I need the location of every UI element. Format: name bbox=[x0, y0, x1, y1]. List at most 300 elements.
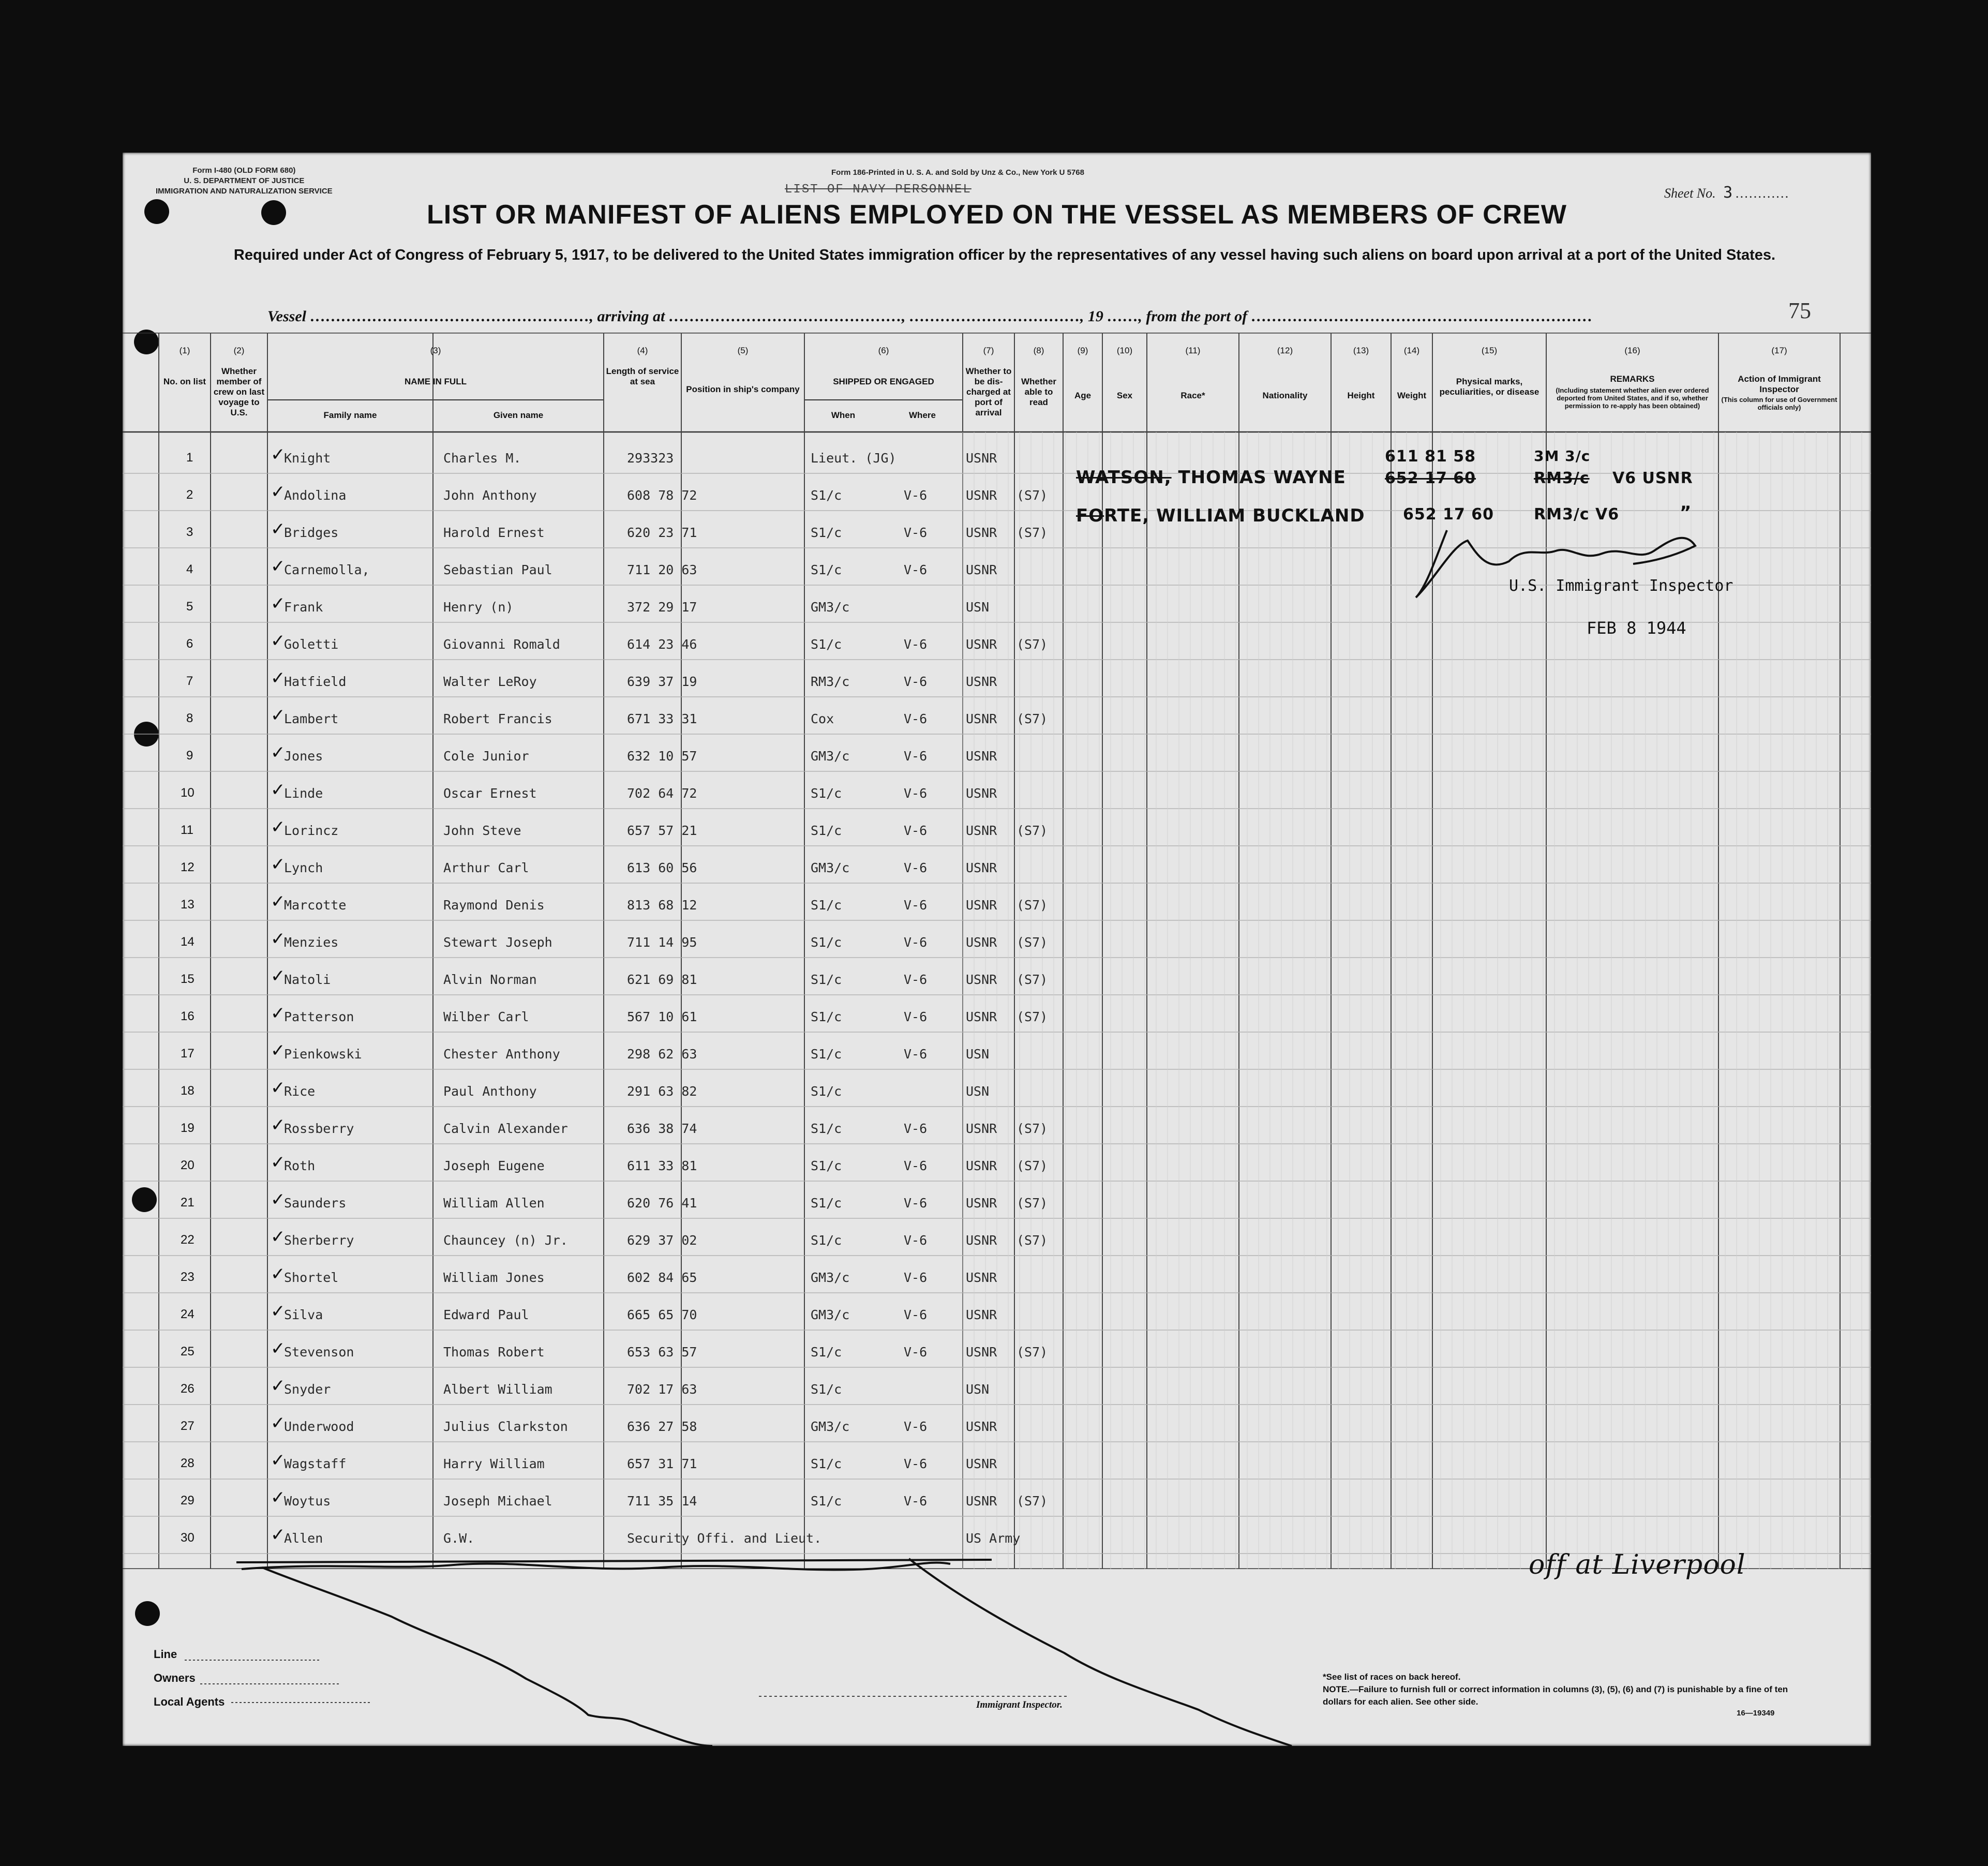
form-code: 16—19349 bbox=[1737, 1709, 1775, 1718]
row-number: 23 bbox=[181, 1270, 195, 1284]
check-mark: ✓ bbox=[271, 1152, 286, 1173]
shipped-where: V-6 bbox=[904, 1345, 928, 1360]
check-mark: ✓ bbox=[271, 444, 286, 465]
family-name: Wagstaff bbox=[284, 1456, 347, 1471]
given-name: Robert Francis bbox=[443, 711, 552, 726]
handwritten-forte-number: 652 17 60 bbox=[1403, 505, 1494, 524]
service-number: 711 20 63 bbox=[627, 562, 697, 577]
sheet-value: 3 bbox=[1723, 184, 1733, 202]
given-name: Edward Paul bbox=[443, 1307, 529, 1322]
column-number-17: (17) bbox=[1771, 346, 1787, 355]
discharge-branch: USNR bbox=[966, 935, 997, 950]
discharge-branch: USNR bbox=[966, 1419, 997, 1434]
given-name: William Jones bbox=[443, 1270, 545, 1285]
row-number: 30 bbox=[181, 1531, 195, 1545]
family-name: Frank bbox=[284, 600, 323, 615]
family-name: Allen bbox=[284, 1531, 323, 1546]
service-number: 702 17 63 bbox=[627, 1382, 697, 1397]
given-name: Julius Clarkston bbox=[443, 1419, 568, 1434]
row-number: 8 bbox=[186, 711, 193, 725]
handwritten-watson-branch: V6 USNR bbox=[1612, 469, 1693, 487]
shipped-where: V-6 bbox=[904, 898, 928, 913]
column-number-12: (12) bbox=[1277, 346, 1293, 355]
row-number: 16 bbox=[181, 1009, 195, 1023]
given-name: Wilber Carl bbox=[443, 1009, 529, 1024]
shipped-where: V-6 bbox=[904, 1270, 928, 1285]
handwritten-forte-rating: RM3/c V6 bbox=[1534, 505, 1620, 524]
col-able-read: Whether able to read bbox=[1021, 377, 1056, 407]
position: S1/c bbox=[811, 1158, 842, 1173]
sheet-number: Sheet No. 3 ………… bbox=[1664, 184, 1790, 202]
discharge-branch: USNR bbox=[966, 488, 997, 503]
row-number: 12 bbox=[181, 860, 195, 874]
handwritten-watson-number: 611 81 58 bbox=[1385, 447, 1476, 466]
service-number: 711 14 95 bbox=[627, 935, 697, 950]
vessel-line: Vessel ………………………………………………, arriving at ………………………………………, ……………………………, 19 ……, from the port of ………………………………………………………… bbox=[267, 308, 1593, 325]
col-sex: Sex bbox=[1116, 391, 1133, 400]
able-to-read: (S7) bbox=[1017, 823, 1048, 838]
check-mark: ✓ bbox=[271, 519, 286, 540]
col-family-name: Family name bbox=[323, 410, 377, 420]
footer-blank-lines bbox=[185, 1658, 599, 1705]
check-mark: ✓ bbox=[271, 929, 286, 949]
service-number: 372 29 17 bbox=[627, 600, 697, 615]
discharge-branch: US Army bbox=[966, 1531, 1021, 1546]
shipped-where: V-6 bbox=[904, 488, 928, 503]
family-name: Rossberry bbox=[284, 1121, 354, 1136]
column-number-13: (13) bbox=[1353, 346, 1369, 355]
check-mark: ✓ bbox=[271, 1264, 286, 1285]
check-mark: ✓ bbox=[271, 668, 286, 689]
position: S1/c bbox=[811, 1047, 842, 1062]
check-mark: ✓ bbox=[271, 742, 286, 763]
family-name: Stevenson bbox=[284, 1345, 354, 1360]
family-name: Lynch bbox=[284, 860, 323, 875]
handwritten-entry-watson: WATSON, THOMAS WAYNE bbox=[1076, 467, 1346, 488]
row-number: 4 bbox=[186, 562, 193, 576]
position: S1/c bbox=[811, 786, 842, 801]
row-number: 9 bbox=[186, 749, 193, 763]
col-remarks-note: (Including statement whether alien ever ordered deported from United States, and if so, whether permission to re-apply has been obtained) bbox=[1556, 386, 1709, 410]
sheet-label: Sheet No. bbox=[1664, 186, 1716, 201]
discharge-branch: USNR bbox=[966, 451, 997, 466]
row-number: 21 bbox=[181, 1196, 195, 1210]
discharge-branch: USN bbox=[966, 1047, 990, 1062]
row-number: 11 bbox=[181, 823, 193, 837]
column-number-16: (16) bbox=[1624, 346, 1640, 355]
check-mark: ✓ bbox=[271, 1487, 286, 1508]
position: RM3/c bbox=[811, 674, 850, 689]
column-number-1: (1) bbox=[179, 346, 190, 355]
check-mark: ✓ bbox=[271, 1413, 286, 1434]
page-number: 75 bbox=[1788, 298, 1811, 323]
shipped-where: V-6 bbox=[904, 749, 928, 764]
check-mark: ✓ bbox=[271, 1301, 286, 1322]
service-number: 608 78 72 bbox=[627, 488, 697, 503]
col-inspector-action: Action of Immigrant Inspector bbox=[1738, 374, 1821, 394]
position: Lieut. (JG) bbox=[811, 451, 896, 466]
given-name: G.W. bbox=[443, 1531, 475, 1546]
shipped-where: V-6 bbox=[904, 1456, 928, 1471]
inspection-date-stamp: FEB 8 1944 bbox=[1587, 618, 1686, 638]
shipped-where: V-6 bbox=[904, 525, 928, 540]
able-to-read: (S7) bbox=[1017, 1121, 1048, 1136]
discharge-branch: USN bbox=[966, 1382, 990, 1397]
family-name: Woytus bbox=[284, 1494, 331, 1509]
discharge-branch: USNR bbox=[966, 1345, 997, 1360]
family-name: Bridges bbox=[284, 525, 339, 540]
family-name: Goletti bbox=[284, 637, 339, 652]
given-name: Charles M. bbox=[443, 451, 521, 466]
shipped-where: V-6 bbox=[904, 637, 928, 652]
given-name: Alvin Norman bbox=[443, 972, 537, 987]
service-number: 657 31 71 bbox=[627, 1456, 697, 1471]
position: GM3/c bbox=[811, 1307, 850, 1322]
discharge-branch: USNR bbox=[966, 1233, 997, 1248]
position: S1/c bbox=[811, 898, 842, 913]
shipped-where: V-6 bbox=[904, 1121, 928, 1136]
position: S1/c bbox=[811, 562, 842, 577]
position: S1/c bbox=[811, 1494, 842, 1509]
check-mark: ✓ bbox=[271, 482, 286, 502]
check-mark: ✓ bbox=[271, 1003, 286, 1024]
col-position: Position in ship's company bbox=[686, 384, 800, 394]
position: S1/c bbox=[811, 1456, 842, 1471]
service-number: 602 84 65 bbox=[627, 1270, 697, 1285]
given-name: Joseph Michael bbox=[443, 1494, 552, 1509]
discharge-branch: USNR bbox=[966, 562, 997, 577]
discharge-branch: USNR bbox=[966, 972, 997, 987]
check-mark: ✓ bbox=[271, 966, 286, 987]
discharge-branch: USNR bbox=[966, 1121, 997, 1136]
discharge-branch: USNR bbox=[966, 786, 997, 801]
able-to-read: (S7) bbox=[1017, 525, 1048, 540]
races-note: *See list of races on back hereof. bbox=[1323, 1672, 1461, 1682]
discharge-branch: USN bbox=[966, 1084, 990, 1099]
form-number: Form I-480 (OLD FORM 680) bbox=[192, 166, 296, 175]
given-name: Cole Junior bbox=[443, 749, 529, 764]
discharge-branch: USNR bbox=[966, 1456, 997, 1471]
footer-inspector-label: Immigrant Inspector. bbox=[976, 1699, 1063, 1710]
row-number: 26 bbox=[181, 1382, 195, 1396]
col-race: Race* bbox=[1180, 391, 1205, 400]
col-given-name: Given name bbox=[493, 410, 544, 420]
row-number: 22 bbox=[181, 1233, 195, 1247]
discharge-branch: USNR bbox=[966, 749, 997, 764]
check-mark: ✓ bbox=[271, 556, 286, 577]
row-number: 3 bbox=[186, 525, 193, 539]
shipped-where: V-6 bbox=[904, 1307, 928, 1322]
position: S1/c bbox=[811, 1121, 842, 1136]
row-number: 28 bbox=[181, 1456, 195, 1470]
column-number-10: (10) bbox=[1116, 346, 1133, 355]
given-name: Raymond Denis bbox=[443, 898, 545, 913]
col-name-in-full: NAME IN FULL bbox=[405, 377, 467, 386]
discharge-branch: USNR bbox=[966, 1270, 997, 1285]
service-number: 614 23 46 bbox=[627, 637, 697, 652]
col-weight: Weight bbox=[1397, 391, 1427, 400]
position: S1/c bbox=[811, 1009, 842, 1024]
row-number: 10 bbox=[181, 786, 195, 800]
col-shipped-engaged: SHIPPED OR ENGAGED bbox=[833, 377, 934, 386]
service-number: 671 33 31 bbox=[627, 711, 697, 726]
row-number: 20 bbox=[181, 1158, 195, 1172]
given-name: Albert William bbox=[443, 1382, 552, 1397]
check-mark: ✓ bbox=[271, 1115, 286, 1136]
col-length-service: Length of service at sea bbox=[606, 366, 679, 386]
row-number: 25 bbox=[181, 1345, 195, 1359]
family-name: Natoli bbox=[284, 972, 331, 987]
check-mark: ✓ bbox=[271, 854, 286, 875]
discharge-branch: USNR bbox=[966, 823, 997, 838]
discharge-branch: USNR bbox=[966, 637, 997, 652]
family-name: Linde bbox=[284, 786, 323, 801]
given-name: Chester Anthony bbox=[443, 1047, 560, 1062]
row-number: 17 bbox=[181, 1047, 195, 1061]
given-name: John Steve bbox=[443, 823, 521, 838]
shipped-where: V-6 bbox=[904, 823, 928, 838]
service-number: 621 69 81 bbox=[627, 972, 697, 987]
check-mark: ✓ bbox=[271, 593, 286, 614]
position: S1/c bbox=[811, 1345, 842, 1360]
position: S1/c bbox=[811, 935, 842, 950]
check-mark: ✓ bbox=[271, 817, 286, 838]
col-discharge: Whether to be dis-charged at port of arrival bbox=[965, 366, 1012, 417]
able-to-read: (S7) bbox=[1017, 488, 1048, 503]
family-name: Marcotte bbox=[284, 898, 347, 913]
row-number: 5 bbox=[186, 600, 193, 614]
family-name: Underwood bbox=[284, 1419, 354, 1434]
page-title: LIST OR MANIFEST OF ALIENS EMPLOYED ON THE VESSEL AS MEMBERS OF CREW bbox=[427, 200, 1567, 230]
given-name: Henry (n) bbox=[443, 600, 514, 615]
family-name: Andolina bbox=[284, 488, 347, 503]
family-name: Lorincz bbox=[284, 823, 339, 838]
able-to-read: (S7) bbox=[1017, 1009, 1048, 1024]
given-name: Arthur Carl bbox=[443, 860, 529, 875]
given-name: Calvin Alexander bbox=[443, 1121, 568, 1136]
family-name: Sherberry bbox=[284, 1233, 354, 1248]
check-mark: ✓ bbox=[271, 1189, 286, 1210]
position: S1/c bbox=[811, 1382, 842, 1397]
column-number-2: (2) bbox=[233, 346, 245, 355]
row-number: 7 bbox=[186, 674, 193, 688]
shipped-where: V-6 bbox=[904, 562, 928, 577]
family-name: Knight bbox=[284, 451, 331, 466]
discharge-branch: USNR bbox=[966, 1494, 997, 1509]
discharge-branch: USNR bbox=[966, 1158, 997, 1173]
printer-line: Form 186-Printed in U. S. A. and Sold by Unz & Co., New York U 5768 bbox=[831, 168, 1084, 177]
family-name: Menzies bbox=[284, 935, 339, 950]
given-name: Sebastian Paul bbox=[443, 562, 552, 577]
position: S1/c bbox=[811, 1233, 842, 1248]
row-number: 13 bbox=[181, 898, 195, 912]
signoff-note: off at Liverpool bbox=[1529, 1549, 1746, 1580]
footer-agents-label: Local Agents bbox=[154, 1695, 225, 1708]
shipped-where: V-6 bbox=[904, 674, 928, 689]
discharge-branch: USNR bbox=[966, 1196, 997, 1211]
fine-note: NOTE.—Failure to furnish full or correct information in columns (3), (5), (6) and (7) is punishable by a fine of ten dollars for each alien. See other side. bbox=[1323, 1684, 1788, 1707]
given-name: Harold Ernest bbox=[443, 525, 545, 540]
service-number: 813 68 12 bbox=[627, 898, 697, 913]
footer-note bbox=[1323, 1671, 1788, 1708]
check-mark: ✓ bbox=[271, 1525, 286, 1545]
inspector-label: U.S. Immigrant Inspector bbox=[1509, 577, 1733, 595]
shipped-where: V-6 bbox=[904, 935, 928, 950]
discharge-branch: USNR bbox=[966, 860, 997, 875]
shipped-where: V-6 bbox=[904, 1009, 928, 1024]
able-to-read: (S7) bbox=[1017, 898, 1048, 913]
handwritten-watson-rating: 3M 3/c bbox=[1534, 447, 1591, 465]
department: U. S. DEPARTMENT OF JUSTICE bbox=[184, 176, 305, 185]
able-to-read: (S7) bbox=[1017, 1494, 1048, 1509]
column-number-6: (6) bbox=[878, 346, 889, 355]
service-number: 613 60 56 bbox=[627, 860, 697, 875]
given-name: Chauncey (n) Jr. bbox=[443, 1233, 568, 1248]
family-name: Lambert bbox=[284, 711, 339, 726]
col-where: Where bbox=[909, 410, 936, 420]
position: GM3/c bbox=[811, 1270, 850, 1285]
able-to-read: (S7) bbox=[1017, 935, 1048, 950]
row-number: 15 bbox=[181, 972, 195, 986]
family-name: Roth bbox=[284, 1158, 316, 1173]
handwritten-struck-number: 652 17 60 bbox=[1385, 469, 1476, 487]
page-subtitle: Required under Act of Congress of February 5, 1917, to be delivered to the United States immigration officer by the representatives of any vessel having such aliens on board upon arrival at a port of the United States. bbox=[233, 247, 1776, 263]
column-number-9: (9) bbox=[1077, 346, 1088, 355]
check-mark: ✓ bbox=[271, 1450, 286, 1471]
check-mark: ✓ bbox=[271, 891, 286, 912]
check-mark: ✓ bbox=[271, 1338, 286, 1359]
row-number: 6 bbox=[186, 637, 193, 651]
given-name: Thomas Robert bbox=[443, 1345, 545, 1360]
column-number-3: (3) bbox=[430, 346, 441, 355]
handwritten-entry-forte: FORTE, WILLIAM BUCKLAND bbox=[1076, 505, 1365, 526]
service-number: Security Offi. and Lieut. bbox=[627, 1531, 822, 1546]
discharge-branch: USNR bbox=[966, 1307, 997, 1322]
shipped-where: V-6 bbox=[904, 1419, 928, 1434]
service-number: 639 37 19 bbox=[627, 674, 697, 689]
given-name: John Anthony bbox=[443, 488, 537, 503]
position: GM3/c bbox=[811, 1419, 850, 1434]
able-to-read: (S7) bbox=[1017, 1196, 1048, 1211]
column-number-8: (8) bbox=[1033, 346, 1044, 355]
position: S1/c bbox=[811, 488, 842, 503]
footer-owners-label: Owners bbox=[154, 1671, 196, 1684]
col-physical-marks: Physical marks, peculiarities, or disease bbox=[1439, 377, 1539, 397]
service-number: 620 23 71 bbox=[627, 525, 697, 540]
position: S1/c bbox=[811, 637, 842, 652]
shipped-where: V-6 bbox=[904, 860, 928, 875]
position: Cox bbox=[811, 711, 834, 726]
able-to-read: (S7) bbox=[1017, 1233, 1048, 1248]
row-number: 27 bbox=[181, 1419, 195, 1433]
given-name: Giovanni Romald bbox=[443, 637, 560, 652]
check-mark: ✓ bbox=[271, 705, 286, 726]
service-number: 653 63 57 bbox=[627, 1345, 697, 1360]
col-height: Height bbox=[1347, 391, 1375, 400]
strike-lines bbox=[123, 153, 1871, 1746]
family-name: Carnemolla, bbox=[284, 562, 370, 577]
given-name: Harry William bbox=[443, 1456, 545, 1471]
family-name: Silva bbox=[284, 1307, 323, 1322]
service-number: 291 63 82 bbox=[627, 1084, 697, 1099]
check-mark: ✓ bbox=[271, 631, 286, 651]
col-when: When bbox=[831, 410, 856, 420]
discharge-branch: USNR bbox=[966, 1009, 997, 1024]
column-number-5: (5) bbox=[737, 346, 749, 355]
column-number-15: (15) bbox=[1481, 346, 1498, 355]
shipped-where: V-6 bbox=[904, 1233, 928, 1248]
service-number: 657 57 21 bbox=[627, 823, 697, 838]
position: GM3/c bbox=[811, 600, 850, 615]
position: S1/c bbox=[811, 1084, 842, 1099]
service-number: 711 35 14 bbox=[627, 1494, 697, 1509]
handwritten-ditto: ” bbox=[1680, 502, 1692, 523]
family-name: Jones bbox=[284, 749, 323, 764]
inspector-signature-line bbox=[759, 1694, 1069, 1699]
service-number: 636 27 58 bbox=[627, 1419, 697, 1434]
given-name: Walter LeRoy bbox=[443, 674, 537, 689]
given-name: Joseph Eugene bbox=[443, 1158, 545, 1173]
discharge-branch: USNR bbox=[966, 674, 997, 689]
column-number-4: (4) bbox=[637, 346, 648, 355]
col-no-on-list: No. on list bbox=[163, 377, 206, 386]
check-mark: ✓ bbox=[271, 1227, 286, 1247]
discharge-branch: USNR bbox=[966, 525, 997, 540]
check-mark: ✓ bbox=[271, 1040, 286, 1061]
shipped-where: V-6 bbox=[904, 1196, 928, 1211]
shipped-where: V-6 bbox=[904, 1158, 928, 1173]
position: S1/c bbox=[811, 972, 842, 987]
row-number: 29 bbox=[181, 1494, 195, 1507]
row-number: 1 bbox=[186, 451, 193, 465]
col-inspector-note: (This column for use of Government officials only) bbox=[1721, 396, 1837, 411]
row-number: 18 bbox=[181, 1084, 195, 1098]
able-to-read: (S7) bbox=[1017, 1158, 1048, 1173]
position: S1/c bbox=[811, 1196, 842, 1211]
row-number: 14 bbox=[181, 935, 195, 949]
family-name: Patterson bbox=[284, 1009, 354, 1024]
row-number: 19 bbox=[181, 1121, 195, 1135]
service-number: 629 37 02 bbox=[627, 1233, 697, 1248]
handwritten-struck-rating: RM3/c bbox=[1534, 469, 1590, 487]
col-last-voyage: Whether member of crew on last voyage to U.S. bbox=[213, 366, 265, 417]
family-name: Hatfield bbox=[284, 674, 347, 689]
discharge-branch: USN bbox=[966, 600, 990, 615]
able-to-read: (S7) bbox=[1017, 637, 1048, 652]
shipped-where: V-6 bbox=[904, 711, 928, 726]
service-number: 567 10 61 bbox=[627, 1009, 697, 1024]
footer-line-label: Line bbox=[154, 1648, 177, 1661]
service: IMMIGRATION AND NATURALIZATION SERVICE bbox=[156, 187, 333, 196]
able-to-read: (S7) bbox=[1017, 1345, 1048, 1360]
given-name: Paul Anthony bbox=[443, 1084, 537, 1099]
service-number: 298 62 63 bbox=[627, 1047, 697, 1062]
column-number-7: (7) bbox=[983, 346, 994, 355]
row-number: 2 bbox=[186, 488, 193, 502]
check-mark: ✓ bbox=[271, 1376, 286, 1396]
service-number: 665 65 70 bbox=[627, 1307, 697, 1322]
able-to-read: (S7) bbox=[1017, 972, 1048, 987]
position: GM3/c bbox=[811, 749, 850, 764]
check-mark: ✓ bbox=[271, 780, 286, 800]
col-age: Age bbox=[1074, 391, 1092, 400]
column-number-11: (11) bbox=[1185, 346, 1201, 355]
family-name: Saunders bbox=[284, 1196, 347, 1211]
column-number-14: (14) bbox=[1403, 346, 1420, 355]
struck-heading: LIST OF NAVY PERSONNEL bbox=[785, 183, 971, 197]
given-name: Stewart Joseph bbox=[443, 935, 552, 950]
family-name: Pienkowski bbox=[284, 1047, 362, 1062]
